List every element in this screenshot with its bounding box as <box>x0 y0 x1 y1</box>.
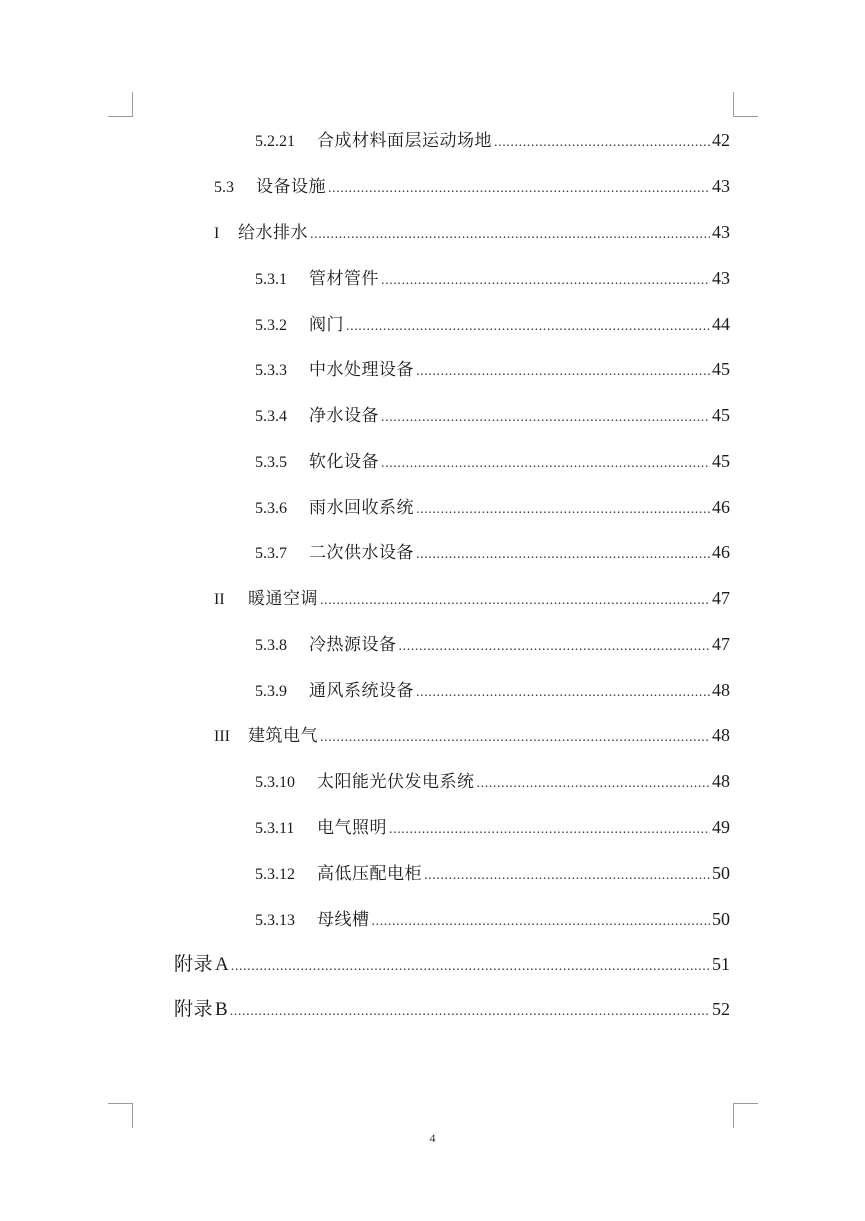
toc-entry-page: 46 <box>712 542 730 562</box>
toc-entry-page: 42 <box>712 130 730 150</box>
toc-entry-number: 5.2.21 <box>255 133 295 150</box>
toc-entry-number: 5.3.4 <box>255 408 287 425</box>
toc-entry-title: 合成材料面层运动场地 <box>317 131 492 151</box>
toc-leader-dots <box>381 405 710 431</box>
toc-leader-dots <box>320 725 710 751</box>
toc-entry[interactable] <box>255 814 730 840</box>
toc-entry-number: 5.3.8 <box>255 637 287 654</box>
toc-entry-number: 5.3 <box>214 179 234 196</box>
toc-entry[interactable] <box>255 356 730 382</box>
toc-entry-page: 43 <box>712 268 730 288</box>
toc-entry-title: 高低压配电柜 <box>317 864 422 884</box>
toc-leader-dots <box>399 634 711 660</box>
toc-leader-dots <box>416 542 710 568</box>
toc-entry-appendix-a[interactable] <box>174 951 730 977</box>
toc-entry-number: 5.3.2 <box>255 317 287 334</box>
toc-entry-title: 雨水回收系统 <box>309 498 414 518</box>
toc-entry[interactable] <box>255 906 730 932</box>
toc-leader-dots <box>320 588 710 614</box>
toc-leader-dots <box>328 176 710 202</box>
toc-entry[interactable] <box>255 311 730 337</box>
toc-entry-page: 51 <box>712 954 730 974</box>
toc-entry-title: 太阳能光伏发电系统 <box>317 772 475 792</box>
toc-entry[interactable] <box>214 173 730 199</box>
toc-entry-title: 软化设备 <box>309 452 379 472</box>
toc-entry-number: 5.3.5 <box>255 454 287 471</box>
toc-entry-page: 52 <box>712 999 730 1019</box>
toc-entry-title: 给水排水 <box>238 223 308 243</box>
toc-entry-number: 5.3.10 <box>255 774 295 791</box>
toc-entry-page: 45 <box>712 451 730 471</box>
toc-entry-number: III <box>214 728 230 745</box>
toc-leader-dots <box>230 999 710 1025</box>
toc-entry[interactable] <box>255 860 730 886</box>
toc-entry-title: 中水处理设备 <box>309 360 414 380</box>
toc-entry-title: 电气照明 <box>317 818 387 838</box>
toc-entry-number: 5.3.6 <box>255 500 287 517</box>
toc-entry-page: 45 <box>712 405 730 425</box>
page-number: 4 <box>429 1131 436 1145</box>
toc-entry-page: 43 <box>712 176 730 196</box>
toc-entry-title: 暖通空调 <box>248 589 318 609</box>
toc-entry-letter: A <box>215 954 229 975</box>
toc-leader-dots <box>346 314 710 340</box>
toc-leader-dots <box>231 954 710 980</box>
toc-leader-dots <box>389 817 710 843</box>
toc-entry-number: 5.3.11 <box>255 820 295 837</box>
toc-entry-letter: B <box>215 999 228 1020</box>
toc-entry-title: 附录 <box>174 998 214 1020</box>
toc-leader-dots <box>381 451 710 477</box>
toc-leader-dots <box>310 222 710 248</box>
toc-entry-number: 5.3.13 <box>255 912 295 929</box>
toc-entry-number: 5.3.12 <box>255 866 295 883</box>
toc-entry-page: 47 <box>712 588 730 608</box>
toc-entry-page: 46 <box>712 497 730 517</box>
toc-entry[interactable] <box>214 722 730 748</box>
toc-entry-title: 净水设备 <box>309 406 379 426</box>
toc-entry-title: 阀门 <box>309 315 344 335</box>
toc-entry[interactable] <box>255 768 730 794</box>
toc-entry-title: 通风系统设备 <box>309 681 414 701</box>
toc-leader-dots <box>381 268 710 294</box>
toc-leader-dots <box>494 130 710 156</box>
toc-entry-title: 母线槽 <box>317 910 370 930</box>
toc-entry[interactable] <box>214 219 730 245</box>
toc-entry[interactable] <box>255 677 730 703</box>
toc-entry[interactable] <box>255 448 730 474</box>
toc-entry-page: 50 <box>712 863 730 883</box>
toc-entry-number: II <box>214 591 225 608</box>
toc-entry-page: 49 <box>712 817 730 837</box>
toc-entry-page: 48 <box>712 680 730 700</box>
toc-entry-page: 50 <box>712 909 730 929</box>
toc-leader-dots <box>477 771 711 797</box>
toc-entry[interactable] <box>255 402 730 428</box>
toc-entry-page: 44 <box>712 314 730 334</box>
toc-entry-page: 48 <box>712 771 730 791</box>
toc-entry-page: 43 <box>712 222 730 242</box>
toc-entry-appendix-b[interactable] <box>174 996 730 1022</box>
toc-entry-number: 5.3.3 <box>255 362 287 379</box>
toc-entry[interactable] <box>255 265 730 291</box>
toc-entry[interactable] <box>255 127 730 153</box>
toc-entry-number: 5.3.9 <box>255 683 287 700</box>
toc-entry-number: 5.3.7 <box>255 545 287 562</box>
toc-entry[interactable] <box>255 494 730 520</box>
toc-leader-dots <box>416 680 710 706</box>
toc-leader-dots <box>416 497 710 523</box>
toc-entry-title: 建筑电气 <box>248 726 318 746</box>
toc-leader-dots <box>416 359 710 385</box>
toc-entry-title: 冷热源设备 <box>309 635 397 655</box>
toc-entry-page: 47 <box>712 634 730 654</box>
toc-leader-dots <box>372 909 711 935</box>
toc-entry-title: 设备设施 <box>256 177 326 197</box>
toc-entry-number: 5.3.1 <box>255 271 287 288</box>
toc-entry[interactable] <box>255 539 730 565</box>
toc-entry-title: 管材管件 <box>309 269 379 289</box>
toc-entry-page: 45 <box>712 359 730 379</box>
toc-entry-page: 48 <box>712 725 730 745</box>
toc-entry-number: I <box>214 225 220 242</box>
toc-entry[interactable] <box>214 585 730 611</box>
toc-leader-dots <box>424 863 710 889</box>
toc-entry-title: 附录 <box>174 953 214 975</box>
toc-entry-title: 二次供水设备 <box>309 543 414 563</box>
toc-entry[interactable] <box>255 631 730 657</box>
